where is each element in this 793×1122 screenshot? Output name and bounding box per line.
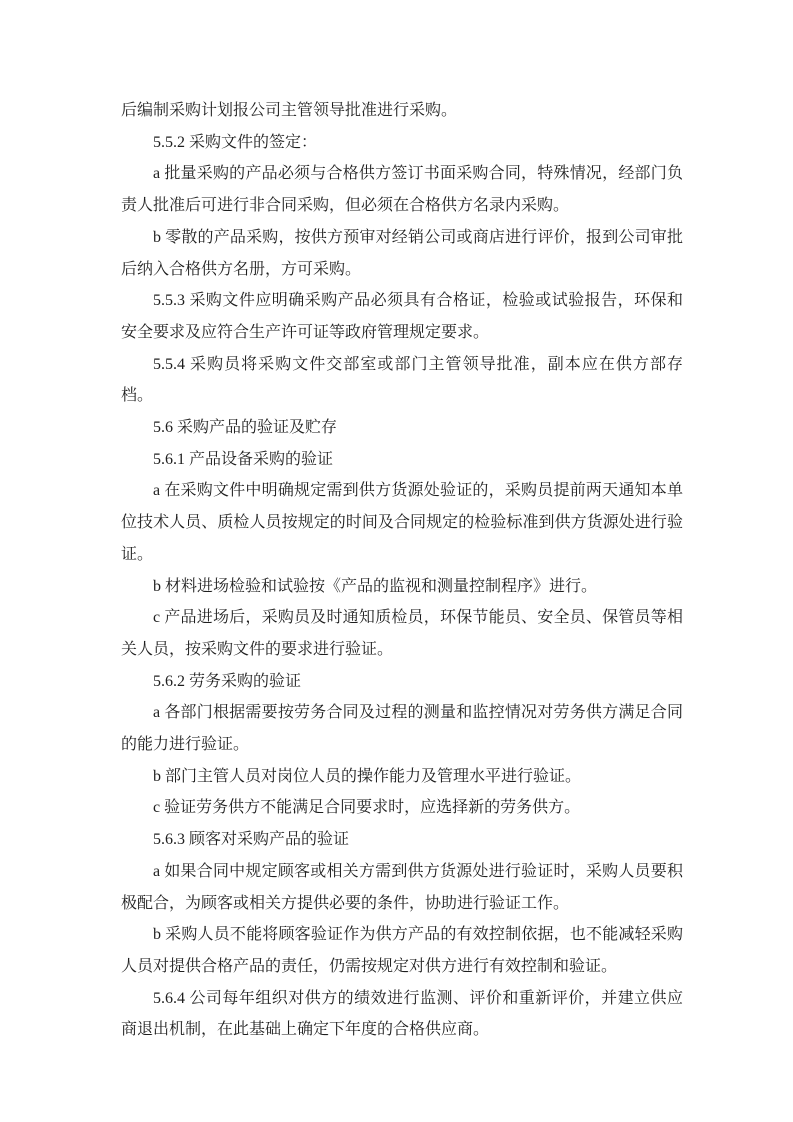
paragraph: 5.6.2 劳务采购的验证 <box>153 672 302 690</box>
paragraph: 5.5.3 采购文件应明确采购产品必须具有合格证，检验或试验报告，环保和安全要求及应符合生产许可证等政府管理规定要求。 <box>121 292 683 341</box>
paragraph: a 在采购文件中明确规定需到供方货源处验证的，采购员提前两天通知本单位技术人员、质检人员按规定的时间及合同规定的检验标准到供方货源处进行验证。 <box>121 482 683 563</box>
paragraph: 5.6.4 公司每年组织对供方的绩效进行监测、评价和重新评价，并建立供应商退出机制，在此基础上确定下年度的合格供应商。 <box>121 989 683 1039</box>
paragraph: 5.6.1 产品设备采购的验证 <box>153 450 334 468</box>
paragraph: 5.5.4 采购员将采购文件交部室或部门主管领导批准，副本应在供方部存档。 <box>121 355 683 405</box>
paragraph: 5.6.3 顾客对采购产品的验证 <box>153 831 350 849</box>
paragraph: a 各部门根据需要按劳务合同及过程的测量和监控情况对劳务供方满足合同的能力进行验证。 <box>121 704 683 754</box>
paragraph: a 批量采购的产品必须与合格供方签订书面采购合同，特殊情况，经部门负责人批准后可进行非合同采购，但必须在合格供方名录内采购。 <box>121 165 683 215</box>
paragraph: c 验证劳务供方不能满足合同要求时，应选择新的劳务供方。 <box>153 799 581 817</box>
paragraph: 5.6 采购产品的验证及贮存 <box>153 419 338 437</box>
paragraph: 5.5.2 采购文件的签定： <box>153 133 318 151</box>
document-content <box>121 95 683 1046</box>
paragraph: b 部门主管人员对岗位人员的操作能力及管理水平进行验证。 <box>153 767 582 785</box>
paragraph: b 采购人员不能将顾客验证作为供方产品的有效控制依据，也不能减轻采购人员对提供合格产品的责任，仍需按规定对供方进行有效控制和验证。 <box>121 926 683 975</box>
paragraph: b 零散的产品采购，按供方预审对经销公司或商店进行评价，报到公司审批后纳入合格供方名册，方可采购。 <box>121 228 683 278</box>
paragraph: 后编制采购计划报公司主管领导批准进行采购。 <box>121 102 458 119</box>
paragraph: b 材料进场检验和试验按《产品的监视和测量控制程序》进行。 <box>153 577 598 595</box>
paragraph: c 产品进场后，采购员及时通知质检员，环保节能员、安全员、保管员等相关人员，按采购文件的要求进行验证。 <box>121 609 683 658</box>
paragraph: a 如果合同中规定顾客或相关方需到供方货源处进行验证时，采购人员要积极配合，为顾客或相关方提供必要的条件，协助进行验证工作。 <box>121 862 683 912</box>
